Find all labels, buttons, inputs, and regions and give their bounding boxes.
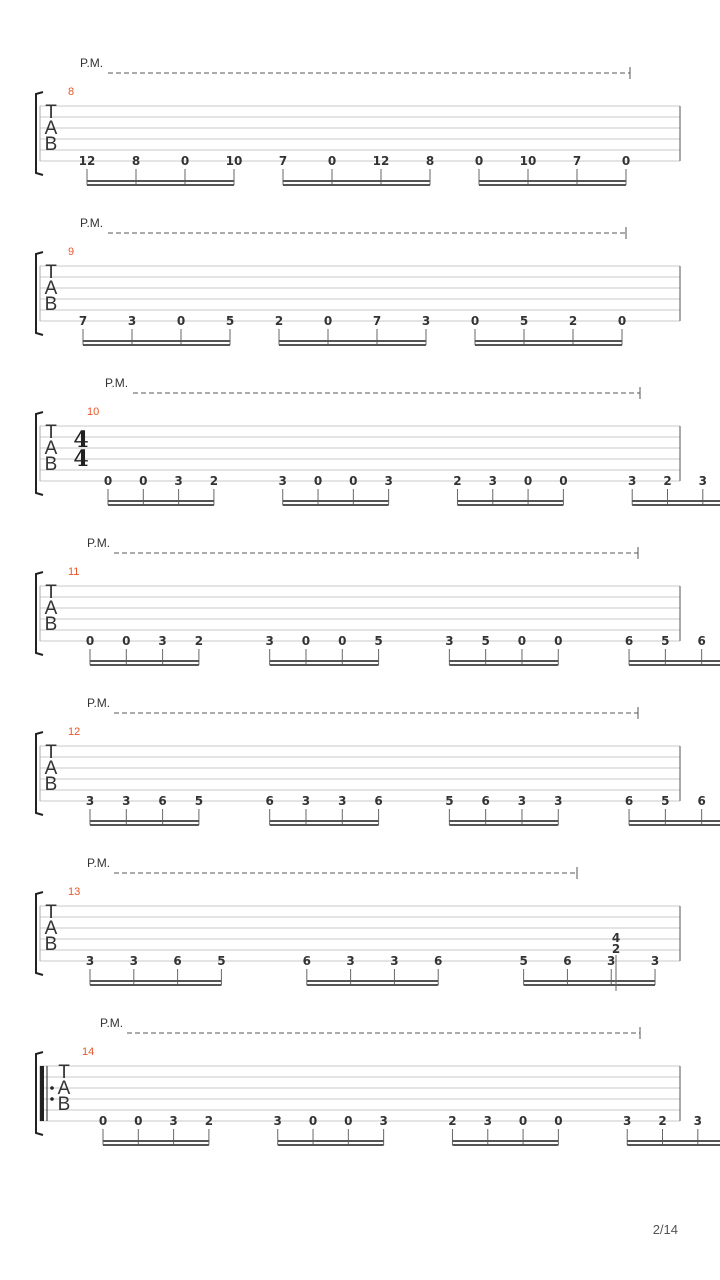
fret-number: 2	[663, 474, 672, 488]
fret-number: 3	[273, 1114, 282, 1128]
repeat-dot	[50, 1086, 54, 1090]
fret-number: 3	[85, 794, 95, 808]
beam	[457, 504, 563, 506]
fret-number: 0	[103, 474, 113, 488]
fret-number: 0	[559, 474, 568, 488]
palm-mute-label: P.M.	[87, 536, 111, 550]
tab-letter: T	[45, 102, 57, 123]
beam	[108, 500, 214, 502]
fret-number: 10	[225, 154, 243, 168]
fret-number: 0	[617, 314, 627, 328]
fret-number: 0	[470, 314, 480, 328]
fret-number: 6	[265, 794, 274, 808]
beam	[283, 180, 430, 182]
fret-number: 12	[78, 154, 96, 168]
fret-number: 0	[323, 314, 333, 328]
fret-number: 0	[554, 634, 563, 648]
fret-number: 6	[173, 954, 182, 968]
tab-system	[0, 215, 720, 375]
fret-number: 3	[650, 954, 660, 968]
beam	[270, 660, 379, 662]
beam	[629, 664, 720, 666]
fret-number: 3	[169, 1114, 178, 1128]
fret-number: 6	[624, 634, 634, 648]
tab-letter: T	[45, 902, 57, 923]
fret-number: 2	[274, 314, 284, 328]
beam	[307, 980, 438, 982]
tab-letter: A	[44, 118, 58, 139]
chord-fret-number: 2	[611, 942, 621, 956]
fret-number: 7	[372, 314, 382, 328]
tab-letter: B	[44, 614, 58, 635]
fret-number: 2	[194, 634, 204, 648]
fret-number: 0	[301, 634, 311, 648]
tab-letter: T	[45, 422, 57, 443]
fret-number: 3	[628, 474, 637, 488]
tab-letter: A	[44, 278, 58, 299]
measure-number: 13	[68, 886, 81, 898]
fret-number: 12	[372, 154, 390, 168]
tab-system	[0, 375, 720, 535]
beam	[279, 344, 426, 346]
fret-number: 3	[85, 954, 95, 968]
fret-number: 3	[127, 314, 137, 328]
tab-letter: A	[57, 1078, 71, 1099]
measure-number: 8	[68, 86, 75, 98]
fret-number: 0	[517, 634, 527, 648]
beam	[270, 824, 379, 826]
fret-number: 6	[434, 954, 443, 968]
fret-number: 2	[448, 1114, 457, 1128]
beam	[307, 984, 438, 986]
tab-system	[0, 535, 720, 695]
tab-system	[0, 55, 720, 215]
beam	[632, 500, 720, 502]
tab-staff-svg	[0, 695, 720, 855]
fret-number: 5	[217, 954, 226, 968]
beam	[632, 504, 720, 506]
tab-letter: T	[58, 1062, 70, 1083]
beam	[479, 184, 626, 186]
fret-number: 3	[693, 1114, 702, 1128]
fret-number: 6	[158, 794, 167, 808]
tab-letter: T	[45, 742, 57, 763]
beam	[283, 504, 389, 506]
measure-number: 9	[68, 246, 75, 258]
beam	[457, 500, 563, 502]
fret-number: 0	[338, 634, 347, 648]
beam	[524, 984, 655, 986]
tab-system	[0, 1015, 720, 1175]
fret-number: 0	[349, 474, 358, 488]
fret-number: 7	[78, 314, 88, 328]
beam	[283, 500, 389, 502]
fret-number: 0	[85, 634, 95, 648]
tab-system	[0, 695, 720, 855]
fret-number: 0	[518, 1114, 528, 1128]
beam	[90, 824, 199, 826]
beam	[270, 664, 379, 666]
fret-number: 7	[572, 154, 582, 168]
tab-staff-svg	[0, 375, 720, 535]
fret-number: 3	[698, 474, 707, 488]
fret-number: 7	[278, 154, 288, 168]
fret-number: 3	[346, 954, 355, 968]
fret-number: 0	[122, 634, 131, 648]
beam	[479, 180, 626, 182]
fret-number: 8	[425, 154, 435, 168]
beam	[83, 340, 230, 342]
fret-number: 3	[384, 474, 393, 488]
beam	[629, 820, 720, 822]
fret-number: 5	[374, 634, 383, 648]
fret-number: 0	[554, 1114, 563, 1128]
tab-staff-svg	[0, 1015, 720, 1175]
fret-number: 0	[176, 314, 186, 328]
beam	[283, 184, 430, 186]
beam	[449, 660, 558, 662]
palm-mute-label: P.M.	[87, 856, 111, 870]
fret-number: 0	[344, 1114, 353, 1128]
fret-number: 3	[554, 794, 563, 808]
beam	[475, 344, 622, 346]
beam	[629, 660, 720, 662]
beam	[449, 664, 558, 666]
fret-number: 3	[517, 794, 527, 808]
measure-number: 14	[82, 1046, 95, 1058]
tab-letter: A	[44, 918, 58, 939]
beam	[103, 1144, 209, 1146]
fret-number: 0	[180, 154, 190, 168]
fret-number: 5	[225, 314, 235, 328]
fret-number: 3	[158, 634, 167, 648]
tab-letter: B	[44, 134, 58, 155]
fret-number: 5	[519, 954, 528, 968]
fret-number: 6	[697, 634, 706, 648]
fret-number: 2	[209, 474, 219, 488]
tab-system	[0, 855, 720, 1015]
page-number: 2/14	[652, 1222, 678, 1237]
tab-letter: T	[45, 262, 57, 283]
beam	[627, 1140, 720, 1142]
tab-letter: A	[44, 758, 58, 779]
fret-number: 2	[453, 474, 462, 488]
fret-number: 3	[278, 474, 287, 488]
beam	[452, 1140, 558, 1142]
beam	[524, 980, 655, 982]
beam	[278, 1144, 384, 1146]
beam	[103, 1140, 209, 1142]
fret-number: 6	[624, 794, 634, 808]
fret-number: 0	[139, 474, 148, 488]
fret-number: 0	[134, 1114, 143, 1128]
repeat-thick-bar	[40, 1066, 44, 1121]
fret-number: 3	[122, 794, 131, 808]
beam	[452, 1144, 558, 1146]
fret-number: 10	[519, 154, 537, 168]
fret-number: 5	[519, 314, 529, 328]
chord-fret-number: 4	[611, 931, 621, 945]
fret-number: 0	[98, 1114, 108, 1128]
tab-letter: T	[45, 582, 57, 603]
fret-number: 3	[301, 794, 311, 808]
beam	[270, 820, 379, 822]
tab-letter: B	[57, 1094, 71, 1115]
tab-letter: B	[44, 294, 58, 315]
fret-number: 3	[445, 634, 454, 648]
fret-number: 3	[129, 954, 138, 968]
beam	[90, 980, 221, 982]
palm-mute-label: P.M.	[87, 696, 111, 710]
palm-mute-label: P.M.	[80, 216, 104, 230]
fret-number: 6	[563, 954, 572, 968]
beam	[87, 180, 234, 182]
tab-staff-svg	[0, 855, 720, 1015]
palm-mute-label: P.M.	[105, 376, 129, 390]
fret-number: 0	[474, 154, 484, 168]
palm-mute-label: P.M.	[100, 1016, 124, 1030]
fret-number: 3	[421, 314, 431, 328]
fret-number: 3	[379, 1114, 388, 1128]
fret-number: 6	[374, 794, 383, 808]
fret-number: 6	[302, 954, 311, 968]
tab-letter: A	[44, 438, 58, 459]
beam	[449, 820, 558, 822]
fret-number: 3	[488, 474, 497, 488]
fret-number: 5	[445, 794, 454, 808]
fret-number: 6	[481, 794, 490, 808]
beam	[90, 820, 199, 822]
beam	[627, 1144, 720, 1146]
fret-number: 3	[607, 954, 616, 968]
beam	[278, 1140, 384, 1142]
beam	[449, 824, 558, 826]
beam	[279, 340, 426, 342]
fret-number: 2	[204, 1114, 214, 1128]
beam	[475, 340, 622, 342]
beam	[629, 824, 720, 826]
fret-number: 0	[313, 474, 323, 488]
fret-number: 8	[131, 154, 141, 168]
tab-letter: A	[44, 598, 58, 619]
fret-number: 3	[265, 634, 274, 648]
palm-mute-label: P.M.	[80, 56, 104, 70]
fret-number: 6	[697, 794, 706, 808]
tab-staff-svg	[0, 55, 720, 215]
fret-number: 0	[523, 474, 533, 488]
fret-number: 3	[483, 1114, 492, 1128]
measure-number: 12	[68, 726, 81, 738]
fret-number: 5	[194, 794, 204, 808]
fret-number: 0	[621, 154, 631, 168]
fret-number: 3	[174, 474, 183, 488]
measure-number: 11	[68, 566, 80, 578]
beam	[108, 504, 214, 506]
fret-number: 3	[390, 954, 399, 968]
fret-number: 2	[658, 1114, 667, 1128]
fret-number: 3	[623, 1114, 632, 1128]
tab-letter: B	[44, 934, 58, 955]
fret-number: 5	[481, 634, 490, 648]
beam	[90, 664, 199, 666]
fret-number: 0	[327, 154, 337, 168]
beam	[90, 660, 199, 662]
time-signature-digit: 4	[73, 446, 89, 472]
fret-number: 0	[308, 1114, 318, 1128]
fret-number: 3	[338, 794, 347, 808]
beam	[87, 184, 234, 186]
repeat-dot	[50, 1097, 54, 1101]
tab-letter: B	[44, 774, 58, 795]
tab-staff-svg	[0, 535, 720, 695]
tab-letter: B	[44, 454, 58, 475]
beam	[83, 344, 230, 346]
fret-number: 2	[568, 314, 578, 328]
fret-number: 5	[661, 794, 670, 808]
beam	[90, 984, 221, 986]
time-signature-digit: 4	[73, 427, 89, 453]
measure-number: 10	[87, 406, 100, 418]
fret-number: 5	[661, 634, 670, 648]
tab-staff-svg	[0, 215, 720, 375]
